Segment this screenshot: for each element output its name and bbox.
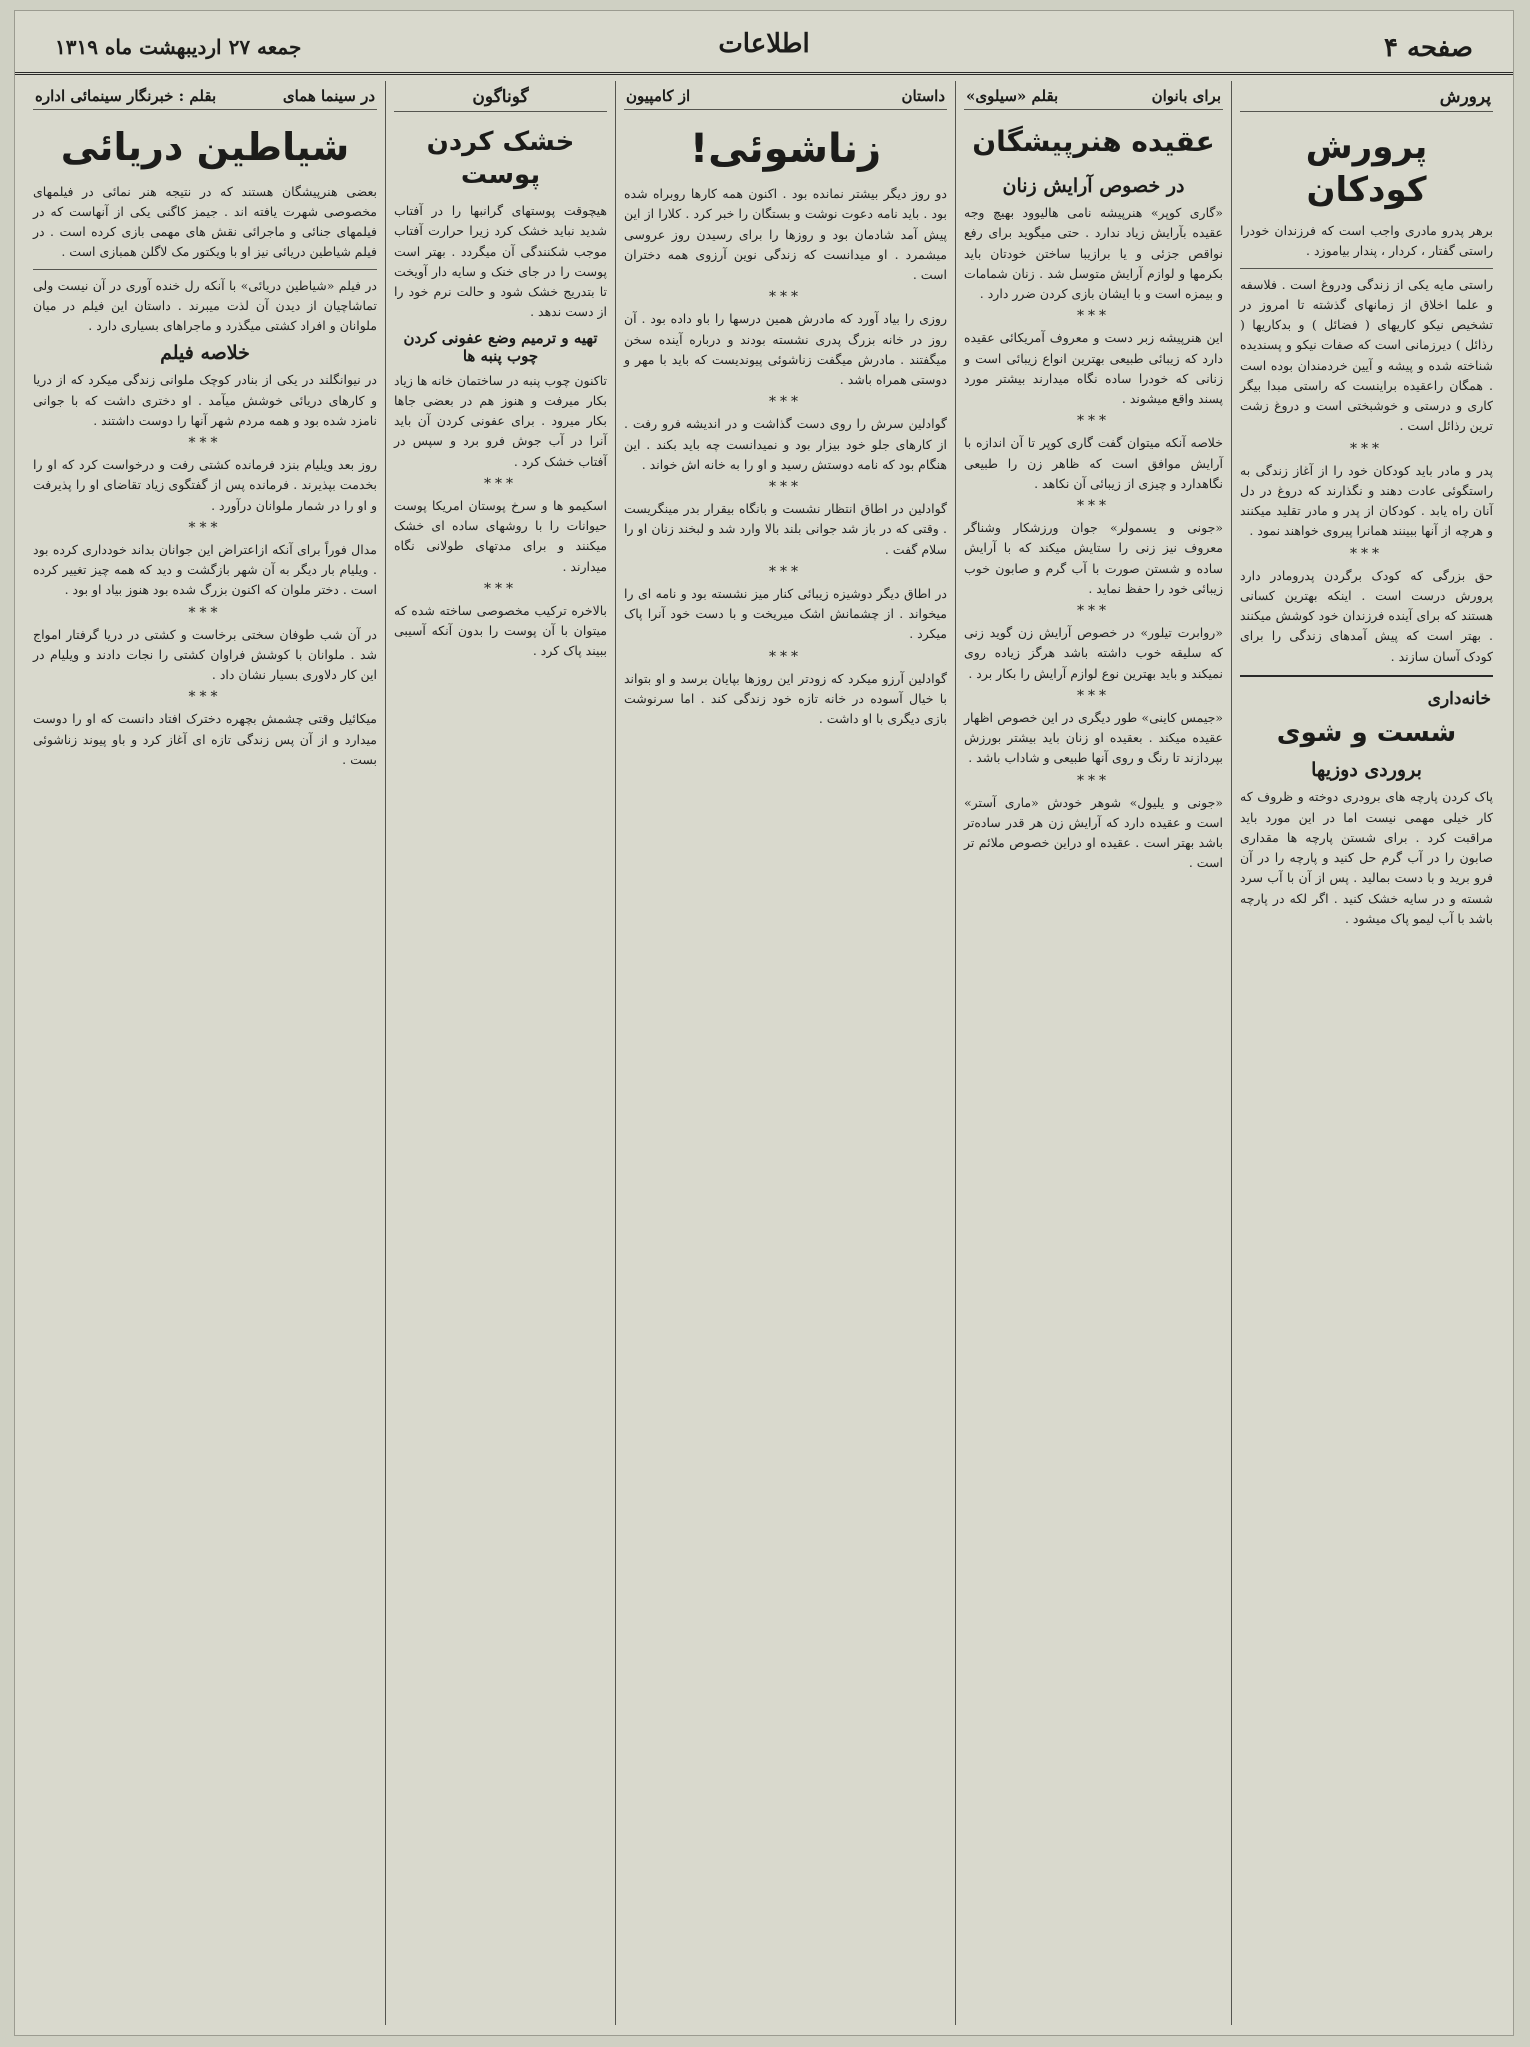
article-paragraph: در نیوانگلند در یکی از بنادر کوچک ملوانی زندگی میکرد که از دریا و کارهای دریائی خوشش میآمد . او دختری داشت که با جوانی نامزد شده بود و همه مردم شهر آنها را دوست داشتند . — [33, 372, 377, 428]
article-paragraph: خلاصه آنکه میتوان گفت گاری کوپر تا آن اندازه با آرایش موافق است که ظاهر زن را طبیعی نگاهدارد و چیزی از زیبائی آن نکاهد . — [964, 435, 1223, 491]
masthead — [15, 11, 1513, 75]
column-cinema: در سینما همای بقلم : خبرنگار سینمائی اداره شیاطین دریائی بعضی هنرپیشگان هستند که در نتیجه هنر نمائی در فیلمهای مخصوصی شهرت یافته اند . جیمز کاگنی یکی از آنهاست که در فیلمهای جنائی و ماجرائی نقش های مهمی بازی کرده است . در فیلم شیاطین دریائی نیز او با ویکتور مک لاگلن همبازی است . در فیلم «شیاطین دریائی» با آنکه رل خنده آوری در آن نیست ولی تماشاچیان از دیدن آن لذت میبرند . داستان این فیلم در میان ملوانان و افراد کشتی میگذرد و ماجراهای بسیاری دارد . خلاصه فیلم در نیوانگلند در یکی از بنادر کوچک ملوانی زندگی میکرد که از دریا و کارهای دریائی خوشش میآمد . او دختری داشت که با جوانی نامزد شده بود و همه مردم شهر آنها را دوست داشتند . *** روز بعد ویلیام بنزد فرمانده کشتی رفت و درخواست کرد که او را بخدمت بپذیرند . فرمانده پس از گفتگوی زیاد تقاضای او را پذیرفت و او را در شمار ملوانان درآورد . *** مدال فوراً برای آنکه ازاعتراض این جوانان بداند خودداری کرده بود . ویلیام بار دیگر به آن شهر بازگشت و دید که همه چیز تغییر کرده است . دختر ملوان که اکنون بزرگ شده بود هنوز بیاد او بود . *** در آن شب طوفان سختی برخاست و کشتی در دریا گرفتار امواج شد . ملوانان با کوشش فراوان کشتی را نجات دادند و ویلیام در این کار دلاوری بسیار نشان داد . *** میکائیل وقتی چشمش بچهره دخترک افتاد دانست که او را دوست میدارد و از آن پس زندگی تازه ای آغاز کرد و باو پیوند زناشوئی بست . — [25, 81, 385, 2025]
article-paragraph: این هنرپیشه زبر دست و معروف آمریکائی عقیده دارد که زیبائی طبیعی بهترین انواع زیبائی است و زنانی که خودرا ساده نگاه میدارند بیشتر مورد پسند واقع میشوند . — [964, 330, 1223, 406]
article-paragraph: میکائیل وقتی چشمش بچهره دخترک افتاد دانست که او را دوست میدارد و از آن پس زندگی تازه ای آغاز کرد و باو پیوند زناشوئی بست . — [33, 711, 377, 767]
article-paragraph: پدر و مادر باید کودکان خود را از آغاز زندگی به راستگوئی عادت دهند و نگذارند که دروغ در دل آنان راه یابد . کودکان از پدر و مادر تقلید میکنند و هرچه از آنها ببینند همانرا پیروی خواهند نمود . — [1240, 462, 1493, 539]
box-title: شست و شوی — [1276, 717, 1457, 748]
article-headline: پرورش کودکان — [1305, 127, 1428, 210]
article-paragraph: گوادلین در اطاق انتظار نشست و بانگاه بیقرار بدر مینگریست . وقتی که در باز شد جوانی بلند بالا وارد شد و لبخند زنان او را سلام گفت . — [624, 501, 947, 557]
box-label: خانه‌داری — [1427, 688, 1491, 709]
article-paragraph: بالاخره ترکیب مخصوصی ساخته شده که میتوان با آن پوست را بدون آنکه آسیبی ببیند پاک کرد . — [394, 602, 607, 659]
article-paragraph: در آن شب طوفان سختی برخاست و کشتی در دریا گرفتار امواج شد . ملوانان با کوشش فراوان کشتی را نجات دادند و ویلیام در این کار دلاوری بسیار نشان داد . — [33, 626, 377, 682]
article-paragraph: روز بعد ویلیام بنزد فرمانده کشتی رفت و درخواست کرد که او را بخدمت بپذیرند . فرمانده پس از گفتگوی زیاد تقاضای او را پذیرفت و او را در شمار ملوانان درآورد . — [33, 457, 377, 513]
article-headline: شیاطین دریائی — [60, 125, 350, 169]
article-paragraph: در فیلم «شیاطین دریائی» با آنکه رل خنده آوری در آن نیست ولی تماشاچیان از دیدن آن لذت میبرند . داستان این فیلم در میان ملوانان و افراد کشتی میگذرد و ماجراهای بسیاری دارد . — [33, 277, 377, 333]
article-paragraph: تاکنون چوب پنبه در ساختمان خانه ها زیاد بکار میرفت و هنوز هم در بعضی جاها بکار میرود . برای عفونی کردن آن باید آنرا در آب جوش فرو برد و سپس در آفتاب خشک کرد . — [394, 372, 607, 469]
article-subhead: در خصوص آرایش زنان — [1002, 175, 1185, 197]
issue-date: جمعه ۲۷ اردیبهشت ماه ۱۳۱۹ — [55, 35, 302, 59]
columns — [27, 81, 1501, 2025]
box-title: خشک کردن پوست — [426, 127, 575, 190]
box-body: پاک کردن پارچه های برودری دوخته و ظروف که کار خیلی مهمی نیست اما در این مورد باید مراقبت کرد . برای شستن پارچه ها مقداری صابون را در آب گرم حل کنید و پارچه را در آن فرو برید و با دست بمالید . پس از آن با آب سرد شسته و در سایه خشک کنید . اگر لکه در پارچه باشد با آب لیمو پاک میشود . — [1240, 789, 1493, 926]
article-headline: عقیده هنرپیشگان — [972, 125, 1215, 158]
section-kicker — [394, 81, 607, 112]
section-kicker — [33, 81, 377, 110]
newspaper-page — [14, 10, 1514, 2036]
article-paragraph: دو روز دیگر بیشتر نمانده بود . اکنون همه کارها روبراه شده بود . باید نامه دعوت نوشت و بستگان را خبر کرد . کلارا از این پیش آمد شادمان بود و روزها را برای رسیدن روز عروسی میشمرد . او میدانست که زندگی نوین آرزوی همه دختران است . — [624, 186, 947, 282]
kicker-label: برای بانوان — [1151, 87, 1221, 105]
page-number: صفحه ۴ — [1384, 33, 1473, 63]
article-paragraph: «جیمس کاینی» طور دیگری در این خصوص اظهار عقیده میکند . بعقیده او زنان باید بیشتر بورزش بپردازند تا رنگ و روی آنها طبیعی و شاداب باشد . — [964, 709, 1223, 766]
article-paragraph: مدال فوراً برای آنکه ازاعتراض این جوانان بداند خودداری کرده بود . ویلیام بار دیگر به آن شهر بازگشت و دید که همه چیز تغییر کرده است . دختر ملوان که اکنون بزرگ شده بود هنوز بیاد او بود . — [33, 541, 377, 598]
column-women: برای بانوان بقلم «سیلوی» عقیده هنرپیشگان در خصوص آرایش زنان «گاری کوپر» هنرپیشه نامی هالیوود بهیچ وجه عقیده بآرایش زیاد ندارد . حتی میگوید برای رفع نواقص جزئی و یا برازیبا ساختن خودتان باید بکرمها و لوازم آرایش متوسل شد . زنان شمامات و بیمزه است و با ایشان بازی کردن ضرر دارد . *** این هنرپیشه زبر دست و معروف آمریکائی عقیده دارد که زیبائی طبیعی بهترین انواع زیبائی است و زنانی که خودرا ساده نگاه میدارند بیشتر مورد پسند واقع میشوند . *** خلاصه آنکه میتوان گفت گاری کوپر تا آن اندازه با آرایش موافق است که ظاهر زن را طبیعی نگاهدارد و چیزی از زیبائی آن نکاهد . *** «جونی و یسمولر» جوان ورزشکار وشناگر معروف نیز زنی را ستایش میکند که با آرایش ساده و شستن صورت با آب گرم و صابون خوب زیبائی خود را حفظ نماید . *** «روابرت تیلور» در خصوص آرایش زن گوید زنی که سلیقه خوب داشته باشد هرگز زیاده روی نمیکند و باید بهترین نوع لوازم آرایش را بکار برد . *** «جیمس کاینی» طور دیگری در این خصوص اظهار عقیده میکند . بعقیده او زنان باید بیشتر بورزش بپردازند تا رنگ و روی آنها طبیعی و شاداب باشد . *** «جونی و یلیول» شوهر خودش «ماری آستر» است و عقیده دارد که آرایش زن هر قدر ساده‌تر باشد بهتر است . عقیده او دراین خصوص ملائم تر است . — [955, 81, 1231, 2025]
article-subhead: خلاصه فیلم — [160, 342, 250, 365]
paper-name: اطلاعات — [718, 29, 810, 59]
article-paragraph: راستی مایه یکی از زندگی ودروغ است . فلاسفه و علما اخلاق از زمانهای گذشته تا امروز در تشخیص نیکو کاریهای ( فضائل ) و بدکاریها ( رذائل ) دیرزمانی است که صفات نیکو و پسندیده شناخته شده و پیشه و آیین خردمندان بوده است . همگان راعقیده براینست که راستی مبدا بیگر کاری و درستی و خوشبختی است و دروغ زشت ترین رذائل است . — [1240, 276, 1493, 434]
byline: از کامپیون — [626, 87, 691, 105]
section-kicker — [964, 81, 1223, 110]
box-subtitle: بروردی دوزیها — [1311, 759, 1422, 782]
kicker-label: داستان — [901, 87, 945, 105]
housekeeping-box — [1240, 675, 1493, 929]
byline: بقلم «سیلوی» — [966, 87, 1059, 105]
article-subhead: تهیه و ترمیم وضع عفونی کردن چوب پنبه ها — [403, 328, 598, 365]
article-paragraph: حق بزرگی که کودک برگردن پدرومادر دارد پرورش درست است . اینکه بهترین کسانی هستند که برای آینده فرزندان خود کوشش میکنند . بهتر است که پیش آمدهای زندگی را برای کودک آسان سازند . — [1240, 567, 1493, 664]
column-story: داستان از کامپیون زناشوئی! دو روز دیگر بیشتر نمانده بود . اکنون همه کارها روبراه شده بود . باید نامه دعوت نوشت و بستگان را خبر کرد . کلارا از این پیش آمد شادمان بود و روزها را برای رسیدن روز عروسی میشمرد . او میدانست که زندگی نوین آرزوی همه دختران است . *** روزی را بیاد آورد که مادرش همین درسها را باو داده بود . آن روز در خانه بزرگ پدری نشسته بودند و درباره آینده سخن میگفتند . مادرش میگفت زناشوئی پیوندیست که باید با مهر و دوستی همراه باشد . *** گوادلین سرش را روی دست گذاشت و در اندیشه فرو رفت . از کارهای جلو خود بیزار بود و نمیدانست چه باید بکند . این هنگام بود که نامه دوستش رسید و او را به خانه اش خواند . *** گوادلین در اطاق انتظار نشست و بانگاه بیقرار بدر مینگریست . وقتی که در باز شد جوانی بلند بالا وارد شد و لبخند زنان او را سلام گفت . *** در اطاق دیگر دوشیزه زیبائی کنار میز نشسته بود و نامه ای را میخواند . از چشمانش اشک میریخت و با دست خود آنرا پاک میکرد . *** گوادلین آرزو میکرد که زودتر این روزها بپایان برسد و او بتواند با خیال آسوده در خانه تازه خود زندگی کند . اما سرنوشت بازی دیگری با او داشت . — [615, 81, 955, 2025]
kicker-label: پرورش — [1439, 87, 1491, 107]
column-parenting: پرورش پرورش کودکان برهر پدرو مادری واجب است که فرزندان خودرا راستی گفتار ، کردار ، پندار بیاموزد . راستی مایه یکی از زندگی ودروغ است . فلاسفه و علما اخلاق از زمانهای گذشته تا امروز در تشخیص نیکو کاریهای ( فضائل ) و بدکاریها ( رذائل ) دیرزمانی است که صفات نیکو و پسندیده شناخته شده و پیشه و آیین خردمندان بوده است . همگان راعقیده براینست که راستی مبدا بیگر کاری و درستی و خوشبختی است و دروغ زشت ترین رذائل است . *** پدر و مادر باید کودکان خود را از آغاز زندگی به راستگوئی عادت دهند و نگذارند که دروغ در دل آنان راه یابد . کودکان از پدر و مادر تقلید میکنند و هرچه از آنها ببینند همانرا پیروی خواهند نمود . *** حق بزرگی که کودک برگردن پدرومادر دارد پرورش درست است . اینکه بهترین کسانی هستند که برای آینده فرزندان خود کوشش میکنند . بهتر است که پیش آمدهای زندگی را برای کودک آسان سازند . خانه‌داری شست و شوی بروردی دوزیها پاک کردن پارچه های برودری دوخته و ظروف که کار خیلی مهمی نیست اما در این مورد باید مراقبت کرد . برای شستن پارچه ها مقداری صابون را در آب گرم حل کنید و پارچه را در آن فرو برید و با دست بمالید . پس از آن با آب سرد شسته و در سایه خشک کنید . اگر لکه در پارچه باشد با آب لیمو پاک میشود . — [1231, 81, 1501, 2025]
kicker-label: در سینما همای — [282, 87, 375, 105]
article-paragraph: اسکیمو ها و سرخ پوستان امریکا پوست حیوانات را با روشهای ساده ای خشک میکنند و برای مدتهای طولانی نگاه میدارند . — [394, 497, 607, 574]
article-paragraph: «گاری کوپر» هنرپیشه نامی هالیوود بهیچ وجه عقیده بآرایش زیاد ندارد . حتی میگوید برای رفع نواقص جزئی و یا برازیبا ساختن خودتان باید بکرمها و لوازم آرایش متوسل شد . زنان شمامات و بیمزه است و با ایشان بازی کردن ضرر دارد . — [964, 205, 1223, 301]
article-paragraph: هیچوقت پوستهای گرانبها را در آفتاب شدید نباید خشک کرد زیرا حرارت آفتاب موجب شکنندگی آن میگردد . بهتر است پوست را در جای خنک و سایه دار آویخت تا بتدریج خشک شود و حالت نرم خود را از دست ندهد . — [394, 203, 607, 320]
article-paragraph: بعضی هنرپیشگان هستند که در نتیجه هنر نمائی در فیلمهای مخصوصی شهرت یافته اند . جیمز کاگنی یکی از آنهاست که در فیلمهای جنائی و ماجرائی نقش های مهمی بازی کرده است . در فیلم شیاطین دریائی نیز او با ویکتور مک لاگلن همبازی است . — [33, 183, 377, 260]
article-paragraph: «روابرت تیلور» در خصوص آرایش زن گوید زنی که سلیقه خوب داشته باشد هرگز زیاده روی نمیکند و باید بهترین نوع لوازم آرایش را بکار برد . — [964, 625, 1223, 681]
section-kicker — [1240, 81, 1493, 112]
article-paragraph: روزی را بیاد آورد که مادرش همین درسها را باو داده بود . آن روز در خانه بزرگ پدری نشسته بودند و درباره آینده سخن میگفتند . مادرش میگفت زناشوئی پیوندیست که باید با مهر و دوستی همراه باشد . — [624, 311, 947, 387]
section-kicker — [624, 81, 947, 110]
article-paragraph: در اطاق دیگر دوشیزه زیبائی کنار میز نشسته بود و نامه ای را میخواند . از چشمانش اشک میریخت و با دست خود آنرا پاک میکرد . — [624, 585, 947, 642]
article-paragraph: «جونی و یسمولر» جوان ورزشکار وشناگر معروف نیز زنی را ستایش میکند که با آرایش ساده و شستن صورت با آب گرم و صابون خوب زیبائی خود را حفظ نماید . — [964, 520, 1223, 596]
article-paragraph: گوادلین آرزو میکرد که زودتر این روزها بپایان برسد و او بتواند با خیال آسوده در خانه تازه خود زندگی کند . اما سرنوشت بازی دیگری با او داشت . — [624, 670, 947, 726]
kicker-label: گوناگون — [472, 87, 529, 107]
article-intro: برهر پدرو مادری واجب است که فرزندان خودرا راستی گفتار ، کردار ، پندار بیاموزد . — [1240, 223, 1493, 259]
article-paragraph: گوادلین سرش را روی دست گذاشت و در اندیشه فرو رفت . از کارهای جلو خود بیزار بود و نمیدانست چه باید بکند . این هنگام بود که نامه دوستش رسید و او را به خانه اش خواند . — [624, 416, 947, 472]
byline: بقلم : خبرنگار سینمائی اداره — [35, 87, 217, 105]
article-headline: زناشوئی! — [689, 126, 882, 172]
article-paragraph: «جونی و یلیول» شوهر خودش «ماری آستر» است و عقیده دارد که آرایش زن هر قدر ساده‌تر باشد بهتر است . عقیده او دراین خصوص ملائم تر است . — [964, 794, 1223, 871]
column-miscellany: گوناگون خشک کردن پوست هیچوقت پوستهای گرانبها را در آفتاب شدید نباید خشک کرد زیرا حرارت آفتاب موجب شکنندگی آن میگردد . بهتر است پوست را در جای خنک و سایه دار آویخت تا بتدریج خشک شود و حالت نرم خود را از دست ندهد . تهیه و ترمیم وضع عفونی کردن چوب پنبه ها تاکنون چوب پنبه در ساختمان خانه ها زیاد بکار میرفت و هنوز هم در بعضی جاها بکار میرود . برای عفونی کردن آن باید آنرا در آب جوش فرو برد و سپس در آفتاب خشک کرد . *** اسکیمو ها و سرخ پوستان امریکا پوست حیوانات را با روشهای ساده ای خشک میکنند و برای مدتهای طولانی نگاه میدارند . *** بالاخره ترکیب مخصوصی ساخته شده که میتوان با آن پوست را بدون آنکه آسیبی ببیند پاک کرد . — [385, 81, 615, 2025]
